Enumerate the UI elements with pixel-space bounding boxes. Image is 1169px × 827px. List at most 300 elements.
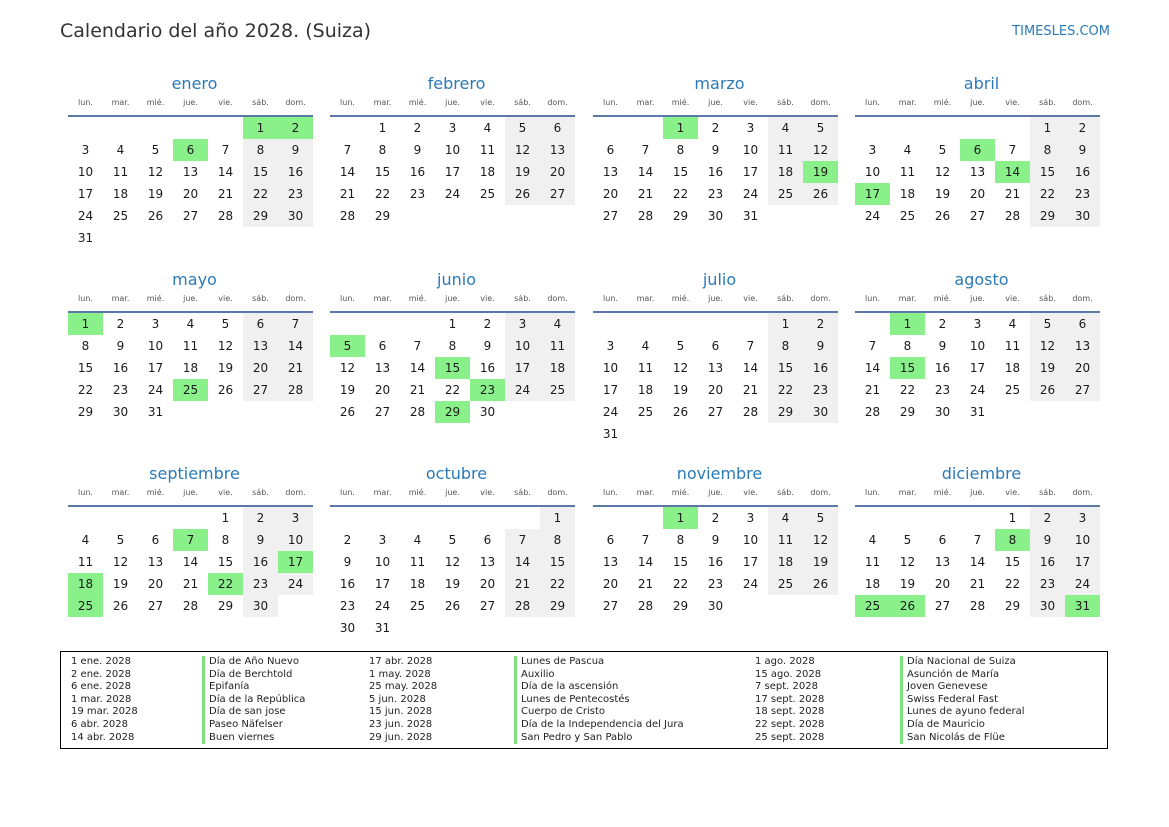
day-cell: 14	[637, 165, 654, 179]
day-cell: 16	[278, 161, 313, 183]
day-cell: 26	[803, 183, 838, 205]
week-row	[330, 401, 575, 423]
day-cell: 25	[768, 183, 803, 205]
weekday-header	[593, 96, 838, 109]
day-cell: 3	[746, 511, 755, 525]
weekday-label: mar.	[636, 294, 655, 303]
empty-cell	[628, 423, 663, 445]
legend-entry: Cuerpo de Cristo	[514, 706, 684, 719]
day-cell: 7	[973, 533, 982, 547]
weekday-label: sáb.	[1039, 294, 1056, 303]
day-cell: 4	[116, 143, 125, 157]
week-row	[68, 379, 313, 401]
day-cell: 30	[707, 209, 724, 223]
week-row	[593, 423, 838, 445]
empty-cell	[803, 205, 838, 227]
week-row	[855, 205, 1100, 227]
day-cell: 12	[505, 139, 540, 161]
day-cell: 13	[934, 555, 951, 569]
week-row	[593, 401, 838, 423]
day-cell: 28	[637, 209, 654, 223]
day-cell: 10	[77, 165, 94, 179]
day-cell: 22	[1004, 577, 1021, 591]
holiday-day: 23	[470, 379, 505, 401]
legend-entry: 1 mar. 2028	[71, 693, 132, 705]
day-cell: 24	[1065, 573, 1100, 595]
day-cell: 17	[742, 165, 759, 179]
week-row	[330, 205, 575, 227]
day-cell: 30	[278, 205, 313, 227]
day-cell: 7	[1008, 143, 1017, 157]
day-cell: 23	[803, 379, 838, 401]
week-row	[330, 529, 575, 551]
empty-cell	[663, 313, 698, 335]
day-cell: 6	[378, 339, 387, 353]
day-cell: 9	[711, 143, 720, 157]
day-cell: 20	[243, 357, 278, 379]
day-cell: 26	[147, 209, 164, 223]
day-cell: 3	[151, 317, 160, 331]
empty-cell	[628, 507, 663, 529]
week-row	[68, 357, 313, 379]
day-cell: 11	[768, 529, 803, 551]
day-cell: 1	[1030, 117, 1065, 139]
day-cell: 20	[602, 187, 619, 201]
empty-cell	[698, 313, 733, 335]
empty-cell	[330, 507, 365, 529]
holiday-day: 19	[803, 161, 838, 183]
week-row	[855, 595, 1100, 617]
day-cell: 3	[973, 317, 982, 331]
day-cell: 4	[641, 339, 650, 353]
weekday-label: mié.	[671, 98, 690, 107]
weekday-header	[855, 486, 1100, 499]
weekday-label: jue.	[970, 98, 985, 107]
empty-cell	[470, 617, 505, 639]
day-cell: 27	[969, 209, 986, 223]
week-row	[593, 139, 838, 161]
legend-entry: Buen viernes	[202, 732, 305, 745]
day-cell: 26	[112, 599, 129, 613]
month-name: mayo	[172, 270, 217, 289]
day-cell: 14	[864, 361, 881, 375]
day-cell: 19	[1030, 357, 1065, 379]
day-cell: 29	[77, 405, 94, 419]
legend-entry: Lunes de Pentecostés	[514, 694, 684, 707]
legend-entry: Lunes de Pascua	[514, 656, 684, 669]
day-cell: 19	[934, 187, 951, 201]
day-cell: 14	[278, 335, 313, 357]
weekday-label: mar.	[636, 488, 655, 497]
weekday-label: lun.	[603, 488, 618, 497]
day-cell: 10	[742, 143, 759, 157]
day-cell: 8	[378, 143, 387, 157]
empty-cell	[768, 423, 803, 445]
week-row	[68, 161, 313, 183]
day-cell: 23	[707, 187, 724, 201]
empty-cell	[435, 507, 470, 529]
day-cell: 31	[742, 209, 759, 223]
day-cell: 4	[413, 533, 422, 547]
day-cell: 3	[746, 121, 755, 135]
day-cell: 2	[483, 317, 492, 331]
weekday-label: vie.	[743, 98, 758, 107]
weekday-label: jue.	[708, 294, 723, 303]
holiday-day: 22	[208, 573, 243, 595]
day-cell: 3	[81, 143, 90, 157]
day-cell: 14	[339, 165, 356, 179]
day-cell: 27	[934, 599, 951, 613]
day-cell: 15	[374, 165, 391, 179]
day-cell: 1	[540, 507, 575, 529]
empty-cell	[663, 423, 698, 445]
day-cell: 24	[742, 577, 759, 591]
empty-cell	[505, 507, 540, 529]
weekday-label: sáb.	[1039, 488, 1056, 497]
weekday-label: jue.	[445, 98, 460, 107]
empty-cell	[173, 117, 208, 139]
day-cell: 12	[444, 555, 461, 569]
empty-cell	[103, 117, 138, 139]
day-cell: 4	[868, 533, 877, 547]
day-cell: 4	[1008, 317, 1017, 331]
day-cell: 18	[112, 187, 129, 201]
day-cell: 22	[672, 187, 689, 201]
day-cell: 31	[602, 427, 619, 441]
week-row	[330, 161, 575, 183]
legend-entry: Día de la ascensión	[514, 681, 684, 694]
weekday-label: dom.	[285, 294, 306, 303]
empty-cell	[698, 423, 733, 445]
day-cell: 4	[540, 313, 575, 335]
day-cell: 24	[742, 187, 759, 201]
day-cell: 29	[672, 599, 689, 613]
day-cell: 1	[1008, 511, 1017, 525]
weekday-label: vie.	[218, 98, 233, 107]
legend-entry: 2 ene. 2028	[71, 668, 131, 680]
legend-entry: 14 abr. 2028	[71, 731, 135, 743]
weekday-label: dom.	[1072, 98, 1093, 107]
empty-cell	[278, 401, 313, 423]
day-cell: 16	[803, 357, 838, 379]
weekday-label: dom.	[285, 488, 306, 497]
weekday-label: lun.	[340, 98, 355, 107]
day-cell: 21	[182, 577, 199, 591]
day-cell: 11	[1004, 339, 1021, 353]
legend-entry: 15 jun. 2028	[369, 706, 433, 718]
weekday-label: mié.	[671, 488, 690, 497]
day-cell: 23	[243, 573, 278, 595]
holiday-day: 1	[68, 313, 103, 335]
weekday-header	[330, 486, 575, 499]
day-cell: 29	[374, 209, 391, 223]
day-cell: 16	[112, 361, 129, 375]
weekday-label: sáb.	[252, 98, 269, 107]
weekday-header	[68, 96, 313, 109]
day-cell: 25	[112, 209, 129, 223]
day-cell: 11	[768, 139, 803, 161]
day-cell: 2	[711, 511, 720, 525]
month-julio	[593, 268, 838, 445]
day-cell: 17	[1065, 551, 1100, 573]
week-row	[855, 401, 1100, 423]
day-cell: 1	[448, 317, 457, 331]
day-cell: 17	[374, 577, 391, 591]
empty-cell	[855, 507, 890, 529]
empty-cell	[470, 205, 505, 227]
weekday-label: sáb.	[514, 98, 531, 107]
day-cell: 29	[672, 209, 689, 223]
day-cell: 5	[448, 533, 457, 547]
day-cell: 13	[969, 165, 986, 179]
month-name: abril	[963, 74, 1000, 93]
legend-entry: 19 mar. 2028	[71, 706, 138, 718]
day-cell: 30	[934, 405, 951, 419]
holiday-day: 18	[68, 573, 103, 595]
week-row	[593, 551, 838, 573]
day-cell: 9	[483, 339, 492, 353]
day-cell: 24	[278, 573, 313, 595]
weekday-label: lun.	[603, 294, 618, 303]
day-cell: 25	[1004, 383, 1021, 397]
legend-entry: 29 jun. 2028	[369, 731, 433, 743]
empty-cell	[330, 313, 365, 335]
week-row	[593, 507, 838, 529]
week-row	[330, 183, 575, 205]
day-cell: 15	[540, 551, 575, 573]
legend-entry: Día Nacional de Suiza	[900, 656, 1025, 669]
day-cell: 9	[711, 533, 720, 547]
day-cell: 15	[77, 361, 94, 375]
day-cell: 5	[151, 143, 160, 157]
day-cell: 2	[803, 313, 838, 335]
day-cell: 16	[479, 361, 496, 375]
weekday-label: sáb.	[1039, 98, 1056, 107]
day-cell: 11	[637, 361, 654, 375]
legend-entry: Día de Mauricio	[900, 719, 1025, 732]
legend-entry: 1 ene. 2028	[71, 656, 131, 667]
week-row	[68, 573, 313, 595]
day-cell: 6	[711, 339, 720, 353]
day-cell: 2	[1030, 507, 1065, 529]
day-cell: 5	[803, 507, 838, 529]
day-cell: 7	[868, 339, 877, 353]
weekday-header	[330, 96, 575, 109]
weekday-label: jue.	[970, 488, 985, 497]
week-row	[68, 313, 313, 335]
day-cell: 12	[112, 555, 129, 569]
weekday-header	[330, 292, 575, 305]
empty-cell	[768, 595, 803, 617]
day-cell: 11	[540, 335, 575, 357]
day-cell: 28	[217, 209, 234, 223]
day-cell: 30	[1030, 595, 1065, 617]
week-row	[330, 357, 575, 379]
weekday-label: jue.	[445, 488, 460, 497]
day-cell: 22	[444, 383, 461, 397]
day-cell: 8	[903, 339, 912, 353]
day-cell: 31	[77, 231, 94, 245]
legend-col2-dates	[369, 656, 437, 744]
day-cell: 21	[217, 187, 234, 201]
weekday-header	[593, 486, 838, 499]
empty-cell	[733, 423, 768, 445]
day-cell: 18	[409, 577, 426, 591]
weekday-label: sáb.	[777, 488, 794, 497]
day-cell: 30	[1065, 205, 1100, 227]
day-cell: 19	[339, 383, 356, 397]
legend-entry: 18 sept. 2028	[755, 706, 825, 718]
legend-entry: 6 abr. 2028	[71, 718, 129, 730]
day-cell: 12	[803, 139, 838, 161]
empty-cell	[540, 617, 575, 639]
day-cell: 9	[278, 139, 313, 161]
day-cell: 26	[217, 383, 234, 397]
legend-entry: 23 jun. 2028	[369, 718, 433, 730]
day-cell: 2	[243, 507, 278, 529]
empty-cell	[803, 423, 838, 445]
day-cell: 31	[374, 621, 391, 635]
legend-entry: Día de Berchtold	[202, 669, 305, 682]
day-cell: 11	[77, 555, 94, 569]
weekday-label: mié.	[933, 294, 952, 303]
empty-cell	[173, 507, 208, 529]
legend-entry: 15 ago. 2028	[755, 668, 822, 680]
legend-col3-names	[900, 656, 1025, 744]
day-cell: 27	[602, 209, 619, 223]
empty-cell	[173, 401, 208, 423]
weekday-label: jue.	[183, 98, 198, 107]
week-row	[855, 507, 1100, 529]
day-cell: 4	[186, 317, 195, 331]
day-cell: 9	[1030, 529, 1065, 551]
weekday-label: vie.	[218, 294, 233, 303]
day-cell: 14	[505, 551, 540, 573]
week-row	[68, 551, 313, 573]
day-cell: 12	[934, 165, 951, 179]
week-row	[68, 595, 313, 617]
day-cell: 9	[116, 339, 125, 353]
holiday-day: 29	[435, 401, 470, 423]
day-cell: 27	[1065, 379, 1100, 401]
day-cell: 29	[540, 595, 575, 617]
empty-cell	[925, 117, 960, 139]
month-septiembre	[68, 462, 313, 617]
legend-entry: 1 ago. 2028	[755, 656, 815, 667]
weekday-label: mié.	[408, 294, 427, 303]
day-cell: 15	[243, 161, 278, 183]
day-cell: 19	[505, 161, 540, 183]
day-cell: 27	[707, 405, 724, 419]
day-cell: 26	[1030, 379, 1065, 401]
day-cell: 23	[409, 187, 426, 201]
empty-cell	[243, 227, 278, 249]
empty-cell	[400, 617, 435, 639]
empty-cell	[103, 507, 138, 529]
week-row	[68, 335, 313, 357]
day-cell: 19	[672, 383, 689, 397]
day-cell: 2	[938, 317, 947, 331]
day-cell: 27	[374, 405, 391, 419]
empty-cell	[628, 313, 663, 335]
week-row	[855, 335, 1100, 357]
day-cell: 9	[803, 335, 838, 357]
day-cell: 6	[483, 533, 492, 547]
week-row	[593, 335, 838, 357]
weekday-label: mar.	[373, 98, 392, 107]
day-cell: 18	[182, 361, 199, 375]
day-cell: 17	[969, 361, 986, 375]
week-row	[68, 227, 313, 249]
week-row	[593, 161, 838, 183]
day-cell: 28	[339, 209, 356, 223]
day-cell: 2	[1065, 117, 1100, 139]
weekday-label: dom.	[547, 294, 568, 303]
empty-cell	[1030, 401, 1065, 423]
holiday-day: 15	[435, 357, 470, 379]
day-cell: 17	[505, 357, 540, 379]
day-cell: 30	[803, 401, 838, 423]
day-cell: 15	[217, 555, 234, 569]
day-cell: 4	[483, 121, 492, 135]
month-name: enero	[171, 74, 218, 93]
day-cell: 7	[343, 143, 352, 157]
day-cell: 15	[672, 555, 689, 569]
brand-link[interactable]: TIMESLES.COM	[1012, 24, 1110, 39]
weekday-label: lun.	[78, 98, 93, 107]
day-cell: 14	[409, 361, 426, 375]
day-cell: 24	[444, 187, 461, 201]
day-cell: 10	[278, 529, 313, 551]
week-row	[855, 573, 1100, 595]
day-cell: 13	[243, 335, 278, 357]
holiday-day: 31	[1065, 595, 1100, 617]
day-cell: 24	[505, 379, 540, 401]
legend-col2-names	[514, 656, 684, 744]
weekday-label: jue.	[708, 488, 723, 497]
empty-cell	[208, 227, 243, 249]
month-agosto	[855, 268, 1100, 423]
legend-entry: 7 sept. 2028	[755, 681, 818, 693]
legend-entry: 1 may. 2028	[369, 668, 431, 680]
day-cell: 27	[182, 209, 199, 223]
week-row	[68, 507, 313, 529]
day-cell: 24	[969, 383, 986, 397]
weekday-label: mar.	[373, 488, 392, 497]
day-cell: 1	[221, 511, 230, 525]
day-cell: 3	[606, 339, 615, 353]
day-cell: 10	[864, 165, 881, 179]
legend-entry: 22 sept. 2028	[755, 718, 825, 730]
day-cell: 13	[540, 139, 575, 161]
week-row	[855, 161, 1100, 183]
week-row	[593, 357, 838, 379]
empty-cell	[138, 227, 173, 249]
day-cell: 25	[637, 405, 654, 419]
day-cell: 31	[147, 405, 164, 419]
weekday-label: lun.	[78, 294, 93, 303]
week-row	[68, 529, 313, 551]
week-row	[855, 313, 1100, 335]
week-row	[855, 529, 1100, 551]
legend-entry: Día de la Independencia del Jura	[514, 719, 684, 732]
week-row	[593, 573, 838, 595]
holiday-day: 1	[890, 313, 925, 335]
day-cell: 21	[637, 577, 654, 591]
month-name: diciembre	[941, 464, 1022, 483]
day-cell: 12	[803, 529, 838, 551]
legend-entry: Auxilio	[514, 669, 684, 682]
